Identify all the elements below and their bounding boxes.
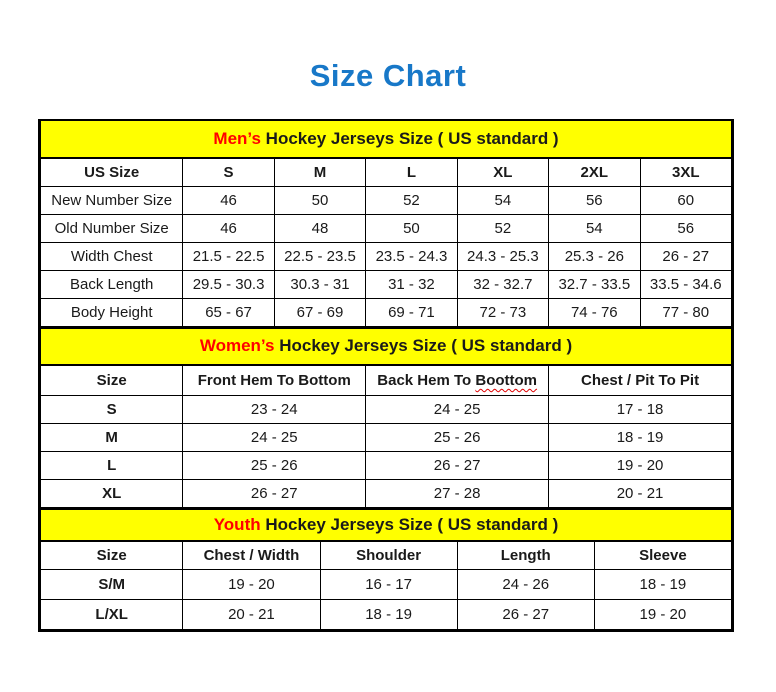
table-row — [41, 569, 732, 599]
youth-title-rest: Hockey Jerseys Size ( US standard ) — [260, 515, 559, 534]
row-label: S/M — [41, 569, 183, 599]
column-header: S — [183, 158, 274, 186]
cell: 19 - 20 — [183, 569, 320, 599]
mens-size-table — [40, 121, 732, 327]
cell: 26 - 27 — [183, 480, 366, 508]
cell: 20 - 21 — [549, 480, 732, 508]
cell: 32 - 32.7 — [457, 270, 548, 298]
cell: 77 - 80 — [640, 298, 731, 326]
cell: 26 - 27 — [366, 452, 549, 480]
cell: 60 — [640, 186, 731, 214]
table-row — [41, 298, 732, 326]
cell: 18 - 19 — [594, 569, 731, 599]
cell: 24.3 - 25.3 — [457, 242, 548, 270]
row-label: M — [41, 424, 183, 452]
cell: 23 - 24 — [183, 396, 366, 424]
cell: 31 - 32 — [366, 270, 457, 298]
cell: 74 - 76 — [549, 298, 640, 326]
womens-title-rest: Hockey Jerseys Size ( US standard ) — [274, 336, 573, 355]
cell: 25 - 26 — [366, 424, 549, 452]
womens-column-header-row — [41, 365, 732, 396]
cell: 23.5 - 24.3 — [366, 242, 457, 270]
cell: 56 — [640, 214, 731, 242]
column-header: Sleeve — [594, 541, 731, 569]
cell: 52 — [457, 214, 548, 242]
mens-title-rest: Hockey Jerseys Size ( US standard ) — [260, 129, 559, 148]
youth-section-header — [41, 509, 732, 541]
misspelled-word: Boottom — [475, 371, 538, 389]
cell: 30.3 - 31 — [274, 270, 365, 298]
table-row — [41, 424, 732, 452]
page-title: Size Chart — [309, 58, 467, 93]
row-label: S — [41, 396, 183, 424]
cell: 24 - 25 — [366, 396, 549, 424]
womens-size-table — [40, 327, 732, 509]
cell: 25.3 - 26 — [549, 242, 640, 270]
cell: 54 — [457, 186, 548, 214]
cell: 18 - 19 — [549, 424, 732, 452]
cell: 19 - 20 — [594, 599, 731, 629]
column-header: 3XL — [640, 158, 731, 186]
column-header: Front Hem To Bottom — [183, 365, 366, 396]
cell: 52 — [366, 186, 457, 214]
cell: 18 - 19 — [320, 599, 457, 629]
row-label: Width Chest — [41, 242, 183, 270]
cell: 20 - 21 — [183, 599, 320, 629]
table-row — [41, 214, 732, 242]
row-label: XL — [41, 480, 183, 508]
cell: 17 - 18 — [549, 396, 732, 424]
column-header: Size — [41, 541, 183, 569]
column-header: Chest / Width — [183, 541, 320, 569]
youth-column-header-row — [41, 541, 732, 569]
youth-section-title — [41, 509, 732, 541]
cell: 16 - 17 — [320, 569, 457, 599]
womens-section-title — [41, 328, 732, 365]
table-row — [41, 242, 732, 270]
cell: 54 — [549, 214, 640, 242]
cell: 32.7 - 33.5 — [549, 270, 640, 298]
row-label: Body Height — [41, 298, 183, 326]
cell: 27 - 28 — [366, 480, 549, 508]
cell: 50 — [274, 186, 365, 214]
column-header-text: Back Hem To — [377, 371, 476, 389]
cell: 67 - 69 — [274, 298, 365, 326]
row-label: Back Length — [41, 270, 183, 298]
row-label: New Number Size — [41, 186, 183, 214]
mens-title-highlight: Men’s — [213, 129, 261, 148]
cell: 56 — [549, 186, 640, 214]
column-header: M — [274, 158, 365, 186]
table-row — [41, 270, 732, 298]
table-row — [41, 396, 732, 424]
cell: 65 - 67 — [183, 298, 274, 326]
table-row — [41, 480, 732, 508]
column-header: 2XL — [549, 158, 640, 186]
mens-section-header — [41, 121, 732, 158]
cell: 19 - 20 — [549, 452, 732, 480]
youth-title-highlight: Youth — [213, 515, 261, 534]
cell: 46 — [183, 186, 274, 214]
cell: 46 — [183, 214, 274, 242]
table-row — [41, 599, 732, 629]
mens-section-title — [41, 121, 732, 158]
cell: 26 - 27 — [457, 599, 594, 629]
row-label: Old Number Size — [41, 214, 183, 242]
column-header: Shoulder — [320, 541, 457, 569]
cell: 21.5 - 22.5 — [183, 242, 274, 270]
column-header: L — [366, 158, 457, 186]
column-header: US Size — [41, 158, 183, 186]
cell: 26 - 27 — [640, 242, 731, 270]
cell: 24 - 26 — [457, 569, 594, 599]
row-label: L/XL — [41, 599, 183, 629]
youth-size-table — [40, 508, 732, 630]
cell: 25 - 26 — [183, 452, 366, 480]
column-header: Length — [457, 541, 594, 569]
column-header — [366, 365, 549, 396]
size-chart-tables — [38, 119, 734, 632]
cell: 72 - 73 — [457, 298, 548, 326]
table-row — [41, 186, 732, 214]
cell: 33.5 - 34.6 — [640, 270, 731, 298]
womens-title-highlight: Women’s — [199, 336, 275, 355]
womens-section-header — [41, 328, 732, 365]
cell: 29.5 - 30.3 — [183, 270, 274, 298]
column-header: Chest / Pit To Pit — [549, 365, 732, 396]
mens-column-header-row — [41, 158, 732, 186]
column-header: XL — [457, 158, 548, 186]
column-header: Size — [41, 365, 183, 396]
cell: 22.5 - 23.5 — [274, 242, 365, 270]
table-row — [41, 452, 732, 480]
row-label: L — [41, 452, 183, 480]
cell: 48 — [274, 214, 365, 242]
cell: 50 — [366, 214, 457, 242]
cell: 69 - 71 — [366, 298, 457, 326]
cell: 24 - 25 — [183, 424, 366, 452]
